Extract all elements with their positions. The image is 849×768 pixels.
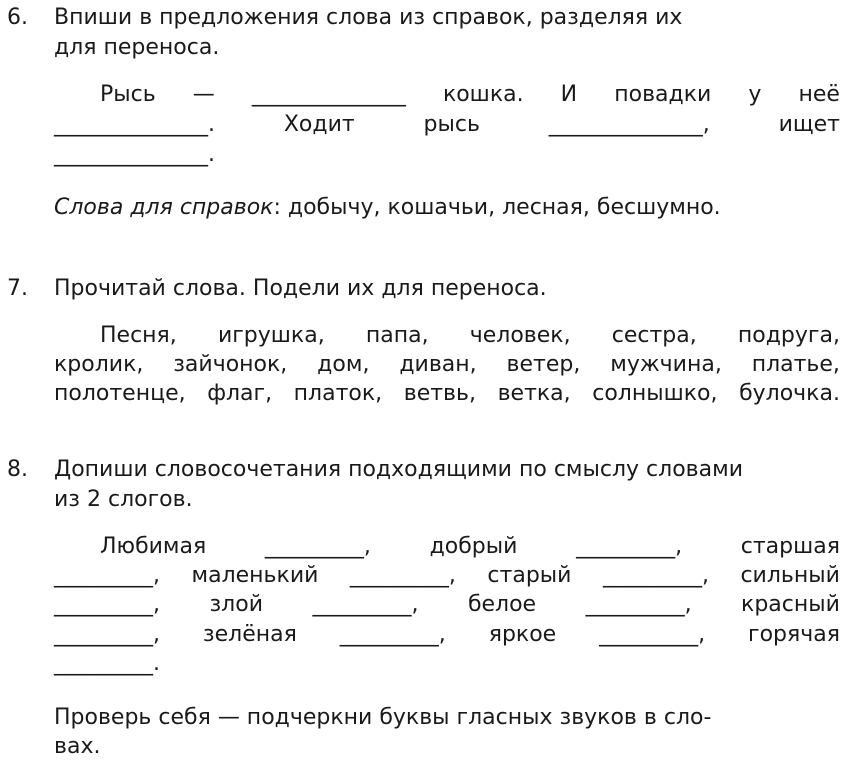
task-instruction-line: из 2 слогов. [54, 487, 193, 512]
phrase-line [100, 532, 840, 562]
task-instruction-line: Прочитай слова. Подели их для переноса. [54, 276, 547, 301]
word: игрушка, [217, 323, 325, 348]
answer-blank[interactable]: _________, [54, 592, 160, 617]
word: Рысь [100, 82, 156, 107]
word: у [748, 82, 762, 107]
word: зелёная [202, 622, 297, 647]
task-number: 8. [7, 457, 28, 482]
answer-blank[interactable]: _________, [264, 534, 371, 559]
hint-text: : добычу, кошачьи, лесная, бесшумно. [273, 195, 721, 220]
word: маленький [191, 563, 319, 588]
answer-blank[interactable]: _________, [602, 563, 709, 588]
hint-line [54, 193, 721, 223]
word: горячая [748, 622, 840, 647]
phrase-line [54, 620, 840, 650]
word: белое [467, 592, 537, 617]
word: флаг, [207, 381, 273, 406]
word: старшая [740, 534, 840, 559]
sentence-line [54, 110, 840, 140]
word: ветка, [497, 381, 571, 406]
word: полотенце, [54, 381, 186, 406]
task-number: 7. [7, 276, 28, 301]
check-line: Проверь себя — подчеркни буквы гласных звуков в сло- [54, 705, 712, 730]
word: ветер, [506, 352, 581, 377]
word-line [54, 350, 840, 380]
word: подруга, [737, 323, 840, 348]
word: рысь [423, 112, 480, 137]
word: мужчина, [610, 352, 722, 377]
answer-blank[interactable]: _________, [54, 622, 160, 647]
word: Любимая [100, 534, 207, 559]
phrase-line [54, 590, 840, 620]
word: сестра, [611, 323, 697, 348]
task-instruction-line: для переноса. [54, 35, 220, 60]
word: кролик, [54, 352, 144, 377]
word: солнышко, [592, 381, 718, 406]
word-line [54, 379, 840, 409]
answer-blank[interactable]: _________, [585, 592, 692, 617]
word: кошка. [442, 82, 524, 107]
hint-label: Слова для справок [54, 195, 274, 220]
word: повадки [614, 82, 712, 107]
word: ищет [778, 112, 840, 137]
word: зайчонок, [173, 352, 288, 377]
word: диван, [399, 352, 477, 377]
word: добрый [429, 534, 518, 559]
word: папа, [365, 323, 429, 348]
answer-blank[interactable]: ______________. [54, 142, 215, 167]
word: платье, [751, 352, 840, 377]
answer-blank[interactable]: _________, [599, 622, 706, 647]
word: сильный [740, 563, 840, 588]
answer-blank[interactable]: ______________, [548, 112, 710, 137]
word: злой [209, 592, 263, 617]
answer-blank[interactable]: ______________. [54, 112, 215, 137]
answer-blank[interactable]: _________, [576, 534, 683, 559]
word: И [560, 82, 578, 107]
task-instruction-line: Допиши словосочетания подходящими по смыслу словами [54, 457, 744, 482]
task-number: 6. [7, 5, 28, 30]
sentence-line [100, 80, 840, 110]
word: — [192, 82, 215, 107]
answer-blank[interactable]: ______________ [251, 82, 406, 107]
word: старый [487, 563, 572, 588]
check-line: вах. [54, 734, 101, 759]
word: платок, [293, 381, 383, 406]
task-instruction-line: Впиши в предложения слова из справок, разделяя их [54, 5, 683, 30]
word: ветвь, [403, 381, 476, 406]
word: красный [741, 592, 840, 617]
word: булочка. [739, 381, 840, 406]
word-line [100, 321, 840, 351]
word: дом, [317, 352, 370, 377]
answer-blank[interactable]: _________. [54, 651, 160, 676]
answer-blank[interactable]: _________, [339, 622, 446, 647]
word: Ходит [283, 112, 355, 137]
word: Песня, [100, 323, 177, 348]
answer-blank[interactable]: _________, [349, 563, 456, 588]
word: неё [798, 82, 840, 107]
word: человек, [469, 323, 571, 348]
answer-blank[interactable]: _________, [312, 592, 419, 617]
answer-blank[interactable]: _________, [54, 563, 160, 588]
word: яркое [488, 622, 557, 647]
phrase-line [54, 561, 840, 591]
